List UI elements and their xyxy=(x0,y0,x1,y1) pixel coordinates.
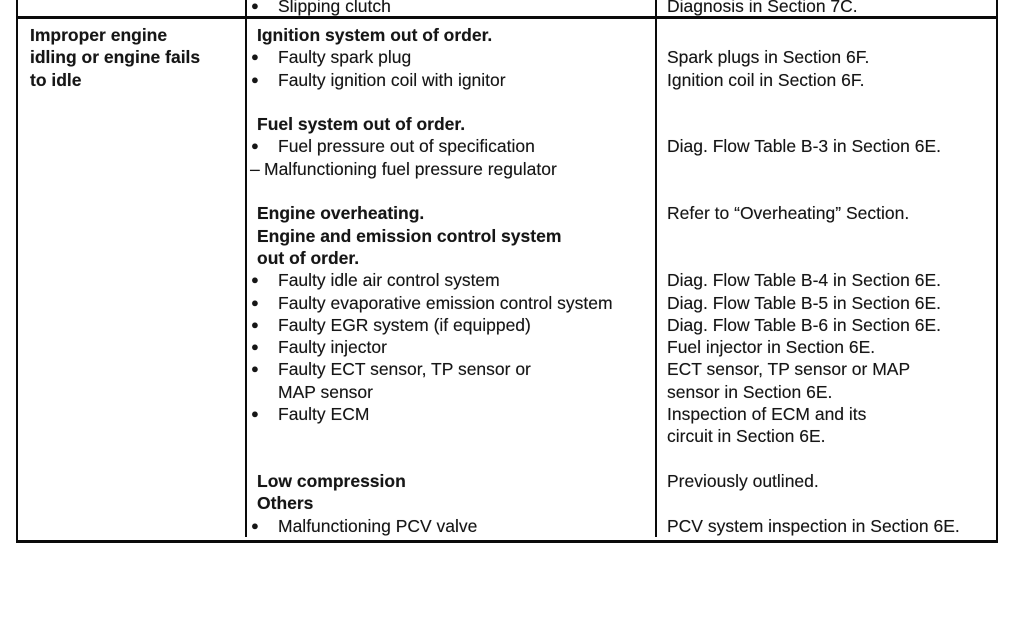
correction-line: Diagnosis in Section 7C. xyxy=(667,0,858,16)
cause-line xyxy=(247,336,655,358)
bullet-marker-icon: ● xyxy=(251,339,259,355)
correction-line: Refer to “Overheating” Section. xyxy=(667,203,910,224)
bullet-marker-icon: ● xyxy=(251,316,259,332)
cause-line: Others xyxy=(257,493,314,514)
cause-line xyxy=(247,69,655,91)
condition-line: idling or engine fails xyxy=(30,47,201,68)
cause-text: Faulty EGR system (if equipped) xyxy=(278,314,531,335)
cause-line xyxy=(247,292,655,314)
cause-line xyxy=(247,448,655,470)
bullet-marker-icon: ● xyxy=(251,517,259,533)
cause-line xyxy=(247,180,655,202)
cause-line xyxy=(247,314,655,336)
cause-line: Fuel system out of order. xyxy=(257,114,466,135)
cause-text: Faulty ECT sensor, TP sensor or xyxy=(278,359,531,380)
cause-line xyxy=(247,91,655,113)
correction-line xyxy=(657,24,996,46)
cause-cell xyxy=(247,19,657,537)
correction-line: PCV system inspection in Section 6E. xyxy=(667,515,960,536)
correction-line: Diag. Flow Table B-5 in Section 6E. xyxy=(667,292,941,313)
bullet-marker-icon: ● xyxy=(251,49,259,65)
cause-line xyxy=(247,135,655,157)
cause-text: Faulty idle air control system xyxy=(278,270,500,291)
cause-text: Fuel pressure out of specification xyxy=(278,136,535,157)
cause-line: Engine overheating. xyxy=(257,203,425,224)
correction-line xyxy=(657,180,996,202)
cause-line xyxy=(247,515,655,537)
cause-text: Slipping clutch xyxy=(278,0,391,16)
cause-text: Faulty spark plug xyxy=(278,47,412,68)
bullet-marker-icon: ● xyxy=(251,272,259,288)
dash-marker-icon: – xyxy=(250,158,260,179)
cause-text: Malfunctioning PCV valve xyxy=(278,515,478,536)
cause-text: Faulty evaporative emission control system xyxy=(278,292,613,313)
correction-line xyxy=(657,158,996,180)
correction-line xyxy=(657,448,996,470)
cause-line xyxy=(247,158,655,180)
cause-text: Faulty injector xyxy=(278,337,387,358)
bullet-marker-icon: ● xyxy=(251,71,259,87)
bullet-marker-icon: ● xyxy=(251,361,259,377)
cause-text: Faulty ignition coil with ignitor xyxy=(278,69,506,90)
condition-cell-partial xyxy=(18,0,247,16)
cause-text: Malfunctioning fuel pressure regulator xyxy=(264,158,557,179)
correction-line: Previously outlined. xyxy=(667,470,819,491)
cause-line: Engine and emission control system xyxy=(257,225,562,246)
correction-line xyxy=(657,225,996,247)
cause-line xyxy=(247,358,655,380)
bullet-marker-icon: ● xyxy=(251,406,259,422)
cause-line xyxy=(247,425,655,447)
table-row-partial xyxy=(18,0,996,19)
cause-line xyxy=(247,269,655,291)
bullet-marker-icon: ● xyxy=(251,0,259,13)
cause-cell-partial xyxy=(247,0,657,16)
cause-line: out of order. xyxy=(257,247,360,268)
cause-line: Ignition system out of order. xyxy=(257,25,493,45)
bullet-marker-icon: ● xyxy=(251,138,259,154)
cause-line: Low compression xyxy=(257,470,406,491)
cause-line xyxy=(247,0,655,16)
correction-line: Fuel injector in Section 6E. xyxy=(667,337,876,358)
correction-line xyxy=(657,492,996,514)
correction-line: Ignition coil in Section 6F. xyxy=(667,69,865,90)
correction-line: Spark plugs in Section 6F. xyxy=(667,47,870,68)
correction-line: Diag. Flow Table B-3 in Section 6E. xyxy=(667,136,941,157)
correction-line xyxy=(657,247,996,269)
condition-line: Improper engine xyxy=(30,25,168,45)
cause-line xyxy=(247,46,655,68)
cause-line: MAP sensor xyxy=(278,381,373,402)
table-row-main xyxy=(18,19,996,537)
correction-line: circuit in Section 6E. xyxy=(667,426,826,447)
correction-cell-partial xyxy=(657,0,996,16)
correction-line: sensor in Section 6E. xyxy=(667,381,833,402)
bullet-marker-icon: ● xyxy=(251,294,259,310)
condition-cell xyxy=(18,19,247,537)
diagnosis-table xyxy=(16,0,998,543)
cause-line xyxy=(247,403,655,425)
condition-line: to idle xyxy=(30,69,82,90)
correction-cell xyxy=(657,19,996,537)
correction-line: Diag. Flow Table B-6 in Section 6E. xyxy=(667,314,941,335)
cause-text: Faulty ECM xyxy=(278,404,370,425)
correction-line: Inspection of ECM and its xyxy=(667,404,867,425)
correction-line xyxy=(657,113,996,135)
correction-line: Diag. Flow Table B-4 in Section 6E. xyxy=(667,270,941,291)
correction-line xyxy=(657,91,996,113)
correction-line: ECT sensor, TP sensor or MAP xyxy=(667,359,911,380)
